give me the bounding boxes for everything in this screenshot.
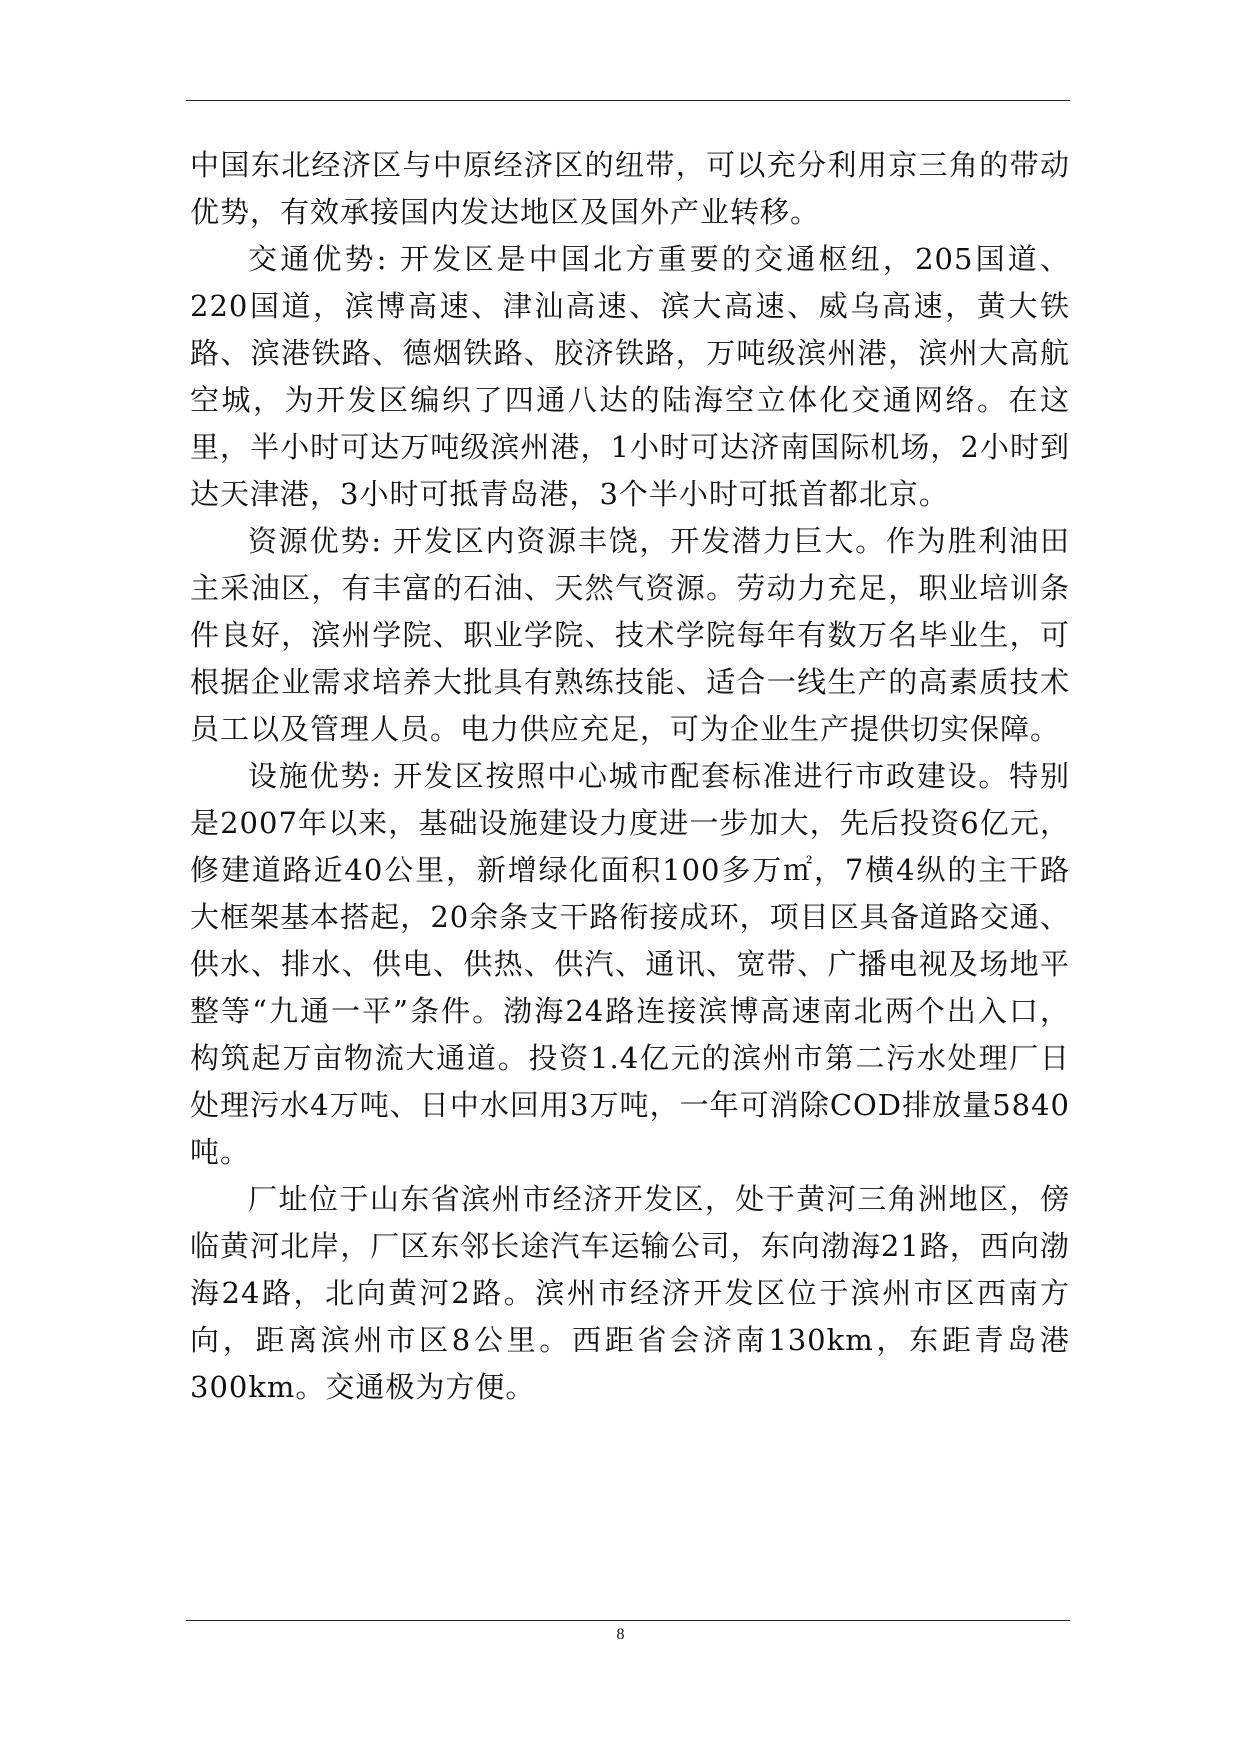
footer-rule	[186, 1620, 1070, 1621]
header-rule	[186, 100, 1070, 101]
paragraph-continued: 中国东北经济区与中原经济区的纽带，可以充分利用京三角的带动优势，有效承接国内发达地区及国外产业转移。	[190, 148, 1070, 229]
paragraph-resources: 资源优势: 开发区内资源丰饶，开发潜力巨大。作为胜利油田主采油区，有丰富的石油、天然气资源。劳动力充足，职业培训条件良好，滨州学院、职业学院、技术学院每年有数万名毕业生，可根据企业需求培养大批具有熟练技能、适合一线生产的高素质技术员工以及管理人员。电力供应充足，可为企业生产提供切实保障。	[190, 524, 1070, 746]
paragraph-transport: 交通优势: 开发区是中国北方重要的交通枢纽，205国道、220国道，滨博高速、津汕高速、滨大高速、威乌高速，黄大铁路、滨港铁路、德烟铁路、胶济铁路，万吨级滨州港，滨州大高航空城，为开发区编织了四通八达的陆海空立体化交通网络。在这里，半小时可达万吨级滨州港，1小时可达济南国际机场，2小时到达天津港，3小时可抵青岛港，3个半小时可抵首都北京。	[190, 242, 1070, 511]
paragraph-site-location: 厂址位于山东省滨州市经济开发区，处于黄河三角洲地区，傍临黄河北岸，厂区东邻长途汽车运输公司，东向渤海21路，西向渤海24路，北向黄河2路。滨州市经济开发区位于滨州市区西南方向，距离滨州市区8公里。西距省会济南130km，东距青岛港300km。交通极为方便。	[190, 1182, 1070, 1404]
body-text	[190, 142, 1070, 1411]
page-number: 8	[616, 1626, 625, 1643]
paragraph-facilities: 设施优势: 开发区按照中心城市配套标准进行市政建设。特别是2007年以来，基础设施建设力度进一步加大，先后投资6亿元，修建道路近40公里，新增绿化面积100多万㎡，7横4纵的主干路大框架基本搭起，20余条支干路衔接成环，项目区具备道路交通、供水、排水、供电、供热、供汽、通讯、宽带、广播电视及场地平整等“九通一平”条件。渤海24路连接滨博高速南北两个出入口，构筑起万亩物流大通道。投资1.4亿元的滨州市第二污水处理厂日处理污水4万吨、日中水回用3万吨，一年可消除COD排放量5840吨。	[190, 759, 1070, 1169]
